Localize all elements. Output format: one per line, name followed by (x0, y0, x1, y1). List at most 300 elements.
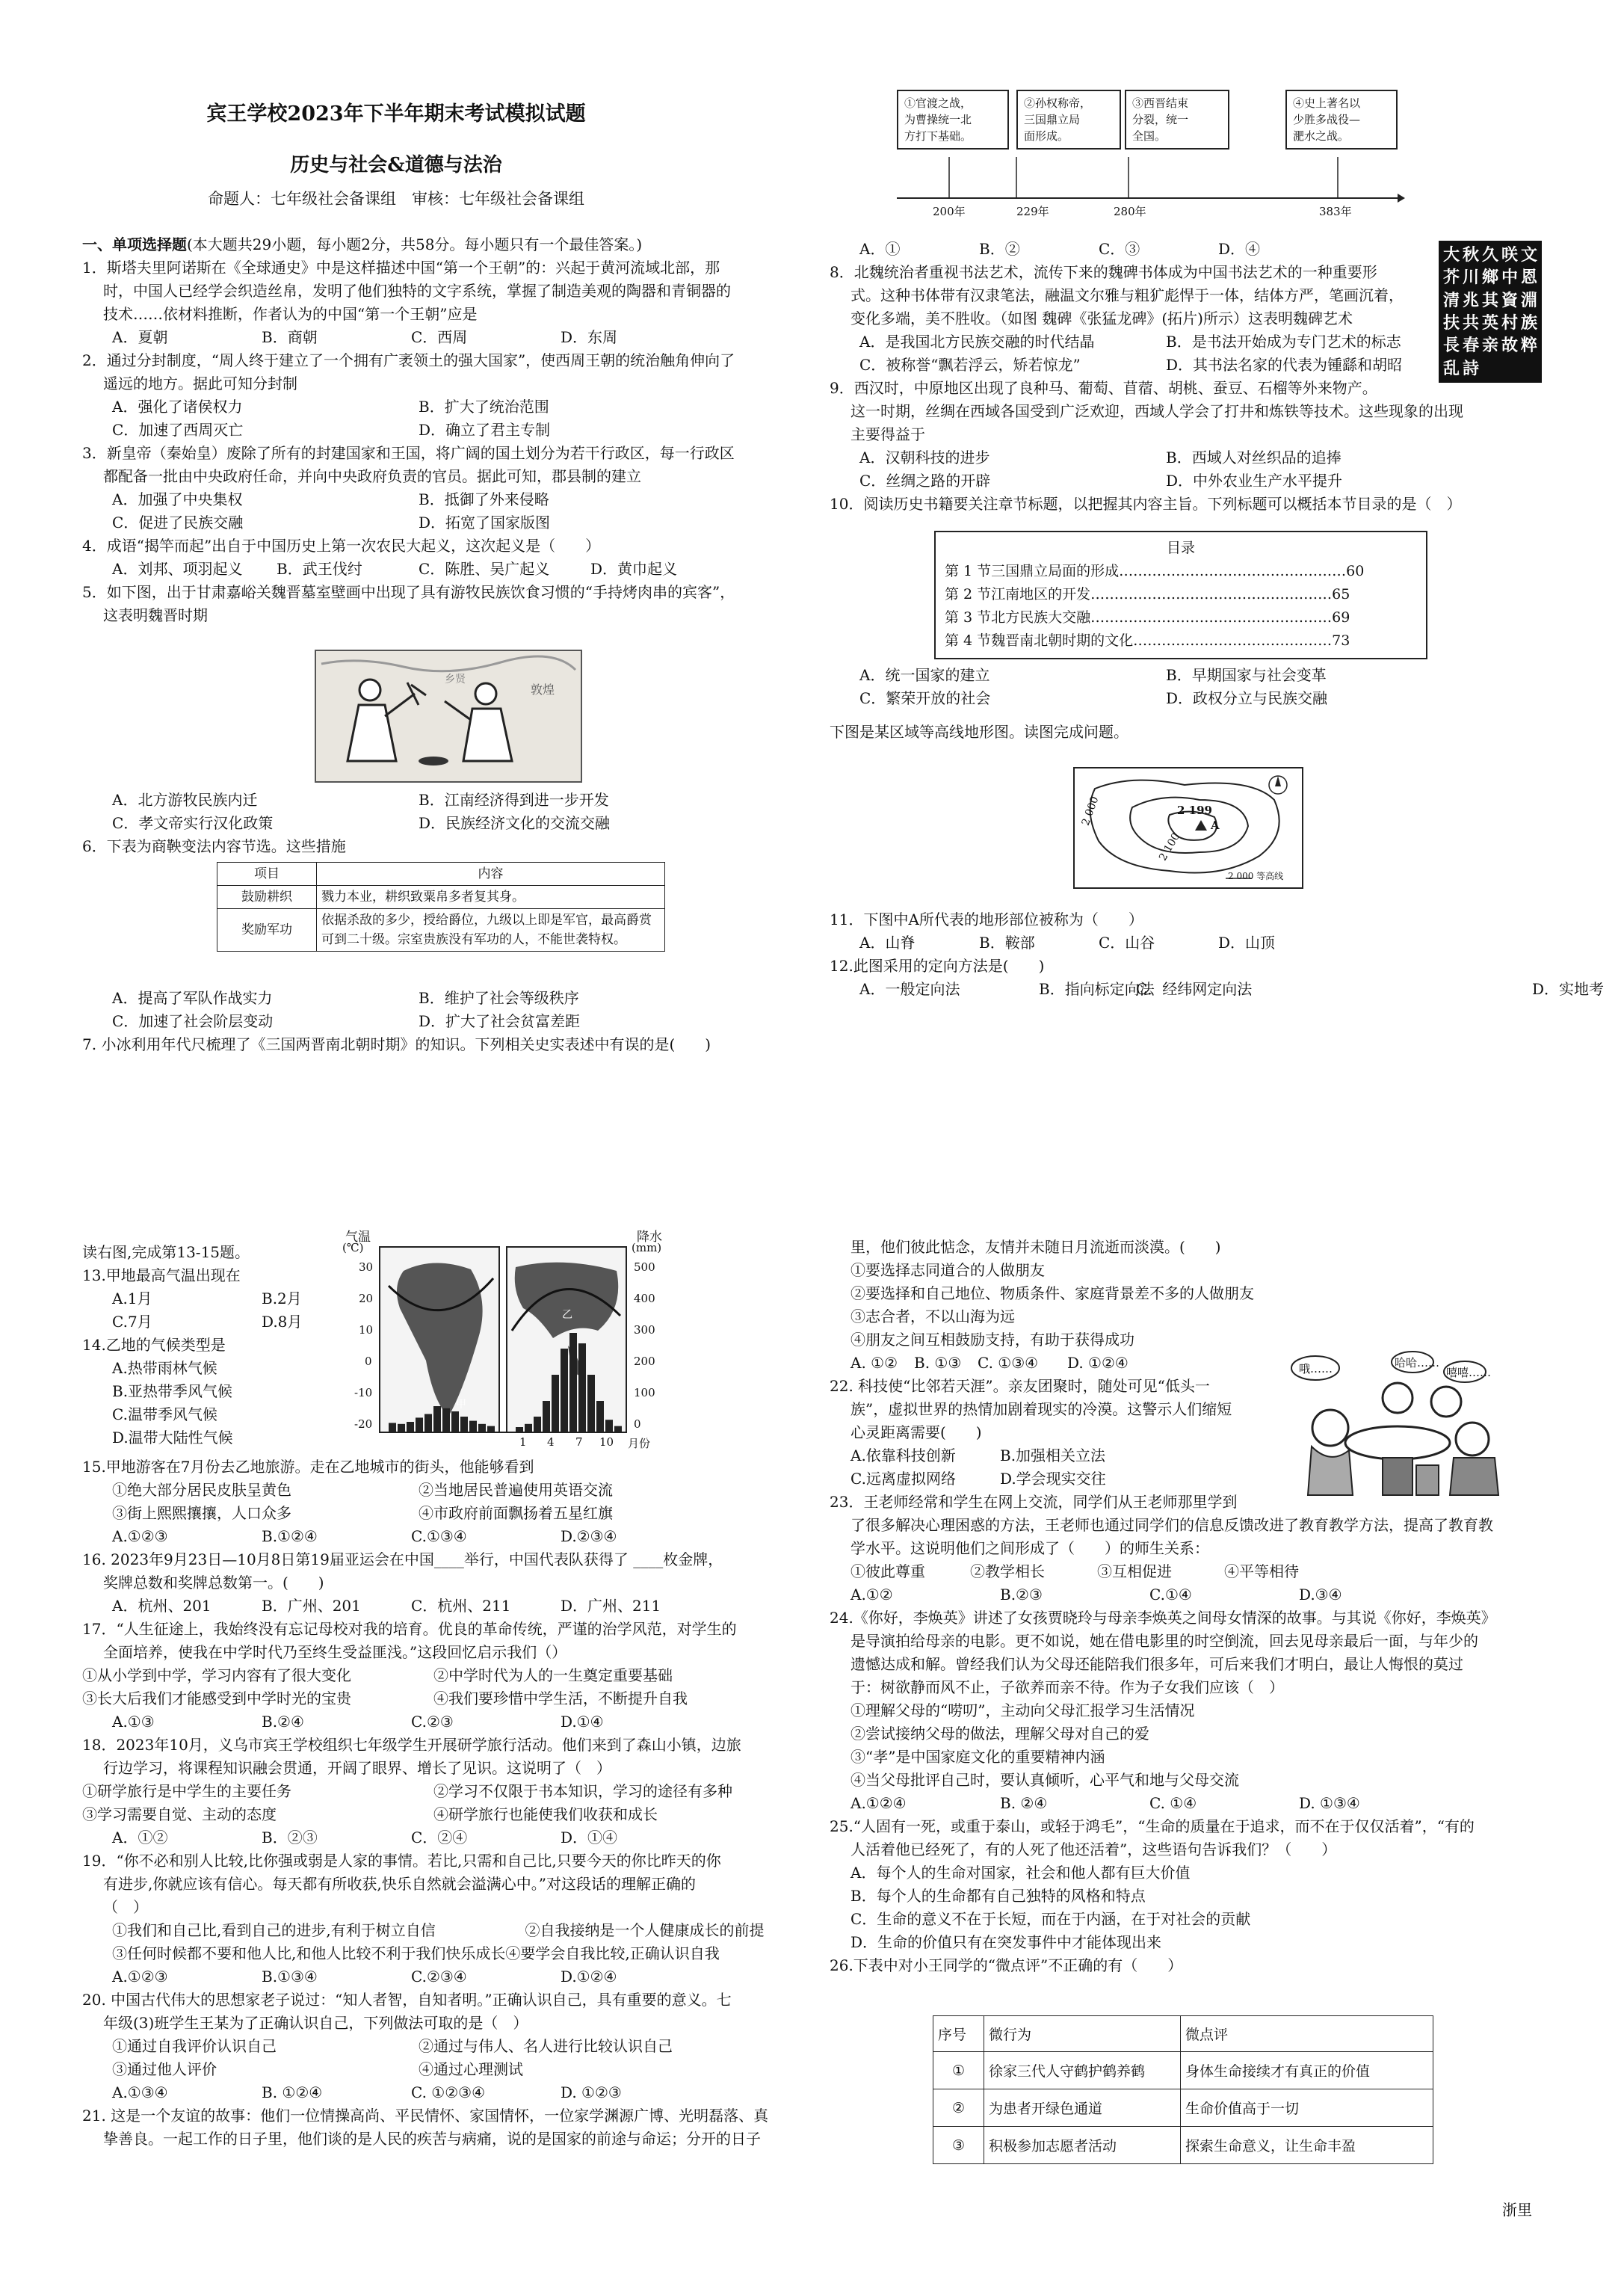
jia-precip-bar-3 (407, 1422, 414, 1432)
q10-option-a[interactable]: A．统一国家的建立 (859, 666, 990, 684)
q2-option-b[interactable]: B．扩大了统治范围 (419, 398, 549, 416)
q26-header-comment: 微点评 (1181, 2016, 1433, 2052)
q2-option-c[interactable]: C．加速了西周灭亡 (112, 421, 244, 439)
jia-precip-bar-4 (416, 1417, 423, 1432)
q3-line1: 3．新皇帝（秦始皇）废除了所有的封建国家和王国，将广阔的国土划分为若干行政区，每一行政区 (82, 444, 735, 462)
q23-option-d[interactable]: D.③④ (1299, 1586, 1342, 1604)
q21-item-4: ④朋友之间互相鼓励支持，有助于获得成功 (850, 1331, 1134, 1349)
precip-tick-0: 0 (634, 1417, 641, 1431)
precip-tick-500: 500 (634, 1260, 655, 1274)
q11-option-b[interactable]: B．鞍部 (979, 934, 1035, 952)
q17-item-1: ①从小学到中学，学习内容有了很大变化 (82, 1666, 351, 1684)
temp-axis-label: 气温 (345, 1230, 371, 1245)
q14-option-b[interactable]: B.亚热带季风气候 (112, 1382, 233, 1400)
precip-tick-200: 200 (634, 1355, 655, 1368)
q16-line1: 16. 2023年9月23日—10月8日第19届亚运会在中国____举行，中国代表队获得了 ____枚金牌， (82, 1550, 723, 1568)
precip-tick-300: 300 (634, 1323, 655, 1337)
q25-option-b[interactable]: B．每个人的生命都有自己独特的风格和特点 (850, 1887, 1146, 1905)
q3-option-a[interactable]: A．加强了中央集权 (112, 490, 243, 508)
q23-items (830, 1560, 1622, 1583)
toc-item-3: 第 3 节北方民族大交融……………………………………………69 (945, 609, 1350, 626)
temp-tick-minus10: -10 (354, 1386, 373, 1399)
timeline-figure (897, 90, 1405, 221)
q18-option-b[interactable]: B．②③ (262, 1829, 318, 1846)
mural-image (314, 649, 583, 783)
yi-precip-bar-9 (587, 1375, 595, 1432)
bottom-left-column (82, 1455, 822, 2151)
q5-line2: 这表明魏晋时期 (103, 606, 208, 624)
q6-option-a[interactable]: A．提高了军队作战实力 (112, 989, 273, 1007)
top-left-column (82, 233, 822, 627)
q24-item-1: ①理解父母的“唠叨”，主动向父母汇报学习生活情况 (850, 1701, 1195, 1719)
q24-line4: 于：树欲静而风不止，子欲养而亲不待。作为子女我们应该（ ） (850, 1678, 1284, 1696)
q20-item-3: ③通过他人评价 (112, 2060, 217, 2078)
q12-option-c[interactable]: C．经纬网定向法 (1136, 980, 1253, 998)
q1-line3: 技术……依材料推断，作者认为的中国“第一个王朝”应是 (103, 305, 478, 323)
q7-line: 7. 小冰利用年代尺梳理了《三国两晋南北朝时期》的知识。下列相关史实表述中有误的是( ) (82, 1035, 711, 1053)
temp-tick-minus20: -20 (354, 1417, 373, 1431)
q21-option-b[interactable]: B. ①③ (914, 1354, 962, 1372)
yi-precip-bar-2 (525, 1424, 532, 1432)
q26-line: 26.下表中对小王同学的“微点评”不正确的有（ ） (830, 1956, 1183, 1974)
q10-option-b[interactable]: B．早期国家与社会变革 (1166, 666, 1327, 684)
temp-tick-20: 20 (359, 1292, 374, 1305)
q17-option-c[interactable]: C.②③ (411, 1713, 454, 1731)
contour-label-2100: 2 100 (1157, 831, 1182, 863)
contour-label-2000: 2 000 (1079, 795, 1102, 828)
q24-option-b[interactable]: B. ②④ (1000, 1794, 1048, 1812)
q1-line2: 时，中国人已经学会织造丝帛，发明了他们独特的文字系统，掌握了制造美观的陶器和青铜器的 (103, 282, 731, 300)
q5-option-c[interactable]: C．孝文帝实行汉化政策 (112, 814, 274, 832)
q23-item-3: ③互相促进 (1097, 1562, 1172, 1580)
q6-line: 6．下表为商鞅变法内容节选。这些措施 (82, 837, 346, 855)
toc-item-4: 第 4 节魏晋南北朝时期的文化……………………………………73 (945, 632, 1350, 649)
q17-option-a[interactable]: A.①③ (112, 1713, 155, 1731)
q3-options-row2 (82, 511, 822, 535)
timeline-year-200: 200年 (933, 205, 966, 218)
yi-precip-bar-10 (596, 1401, 604, 1432)
x-tick-10: 10 (599, 1435, 614, 1449)
jia-precip-bar-6 (433, 1406, 441, 1432)
q11-line: 11．下图中A所代表的地形部位被称为（ ） (830, 911, 1143, 928)
contour-peak-elevation: 2 199 (1177, 804, 1212, 817)
yi-precip-bar-5 (552, 1375, 559, 1432)
page-subtitle: 历史与社会&道德与法治 (290, 154, 502, 176)
q10-options-block (830, 664, 1622, 744)
toc-box (934, 531, 1427, 659)
q6-row2-item: 奖励军功 (217, 909, 317, 952)
q4-option-a[interactable]: A．刘邦、项羽起义 (112, 560, 243, 578)
q1-options (82, 326, 822, 349)
yi-precip-bar-11 (605, 1420, 613, 1432)
jia-precip-bar-9 (460, 1417, 468, 1432)
q18-option-a[interactable]: A．①② (112, 1829, 168, 1846)
q1-option-c[interactable]: C．西周 (411, 328, 468, 346)
yi-precip-bar-6 (561, 1349, 568, 1432)
q21-option-d[interactable]: D. ①②④ (1067, 1354, 1129, 1372)
q3-option-b[interactable]: B．抵御了外来侵略 (419, 490, 549, 508)
precip-tick-400: 400 (634, 1292, 655, 1305)
timeline-box-4: ④史上著名以 少胜多战役— 淝水之战。 (1285, 90, 1398, 150)
x-tick-1: 1 (519, 1435, 527, 1449)
q22-line1: 22. 科技使“比邻若天涯”。亲友团聚时，随处可见“低头一 (830, 1377, 1210, 1395)
yi-precip-bar-8 (578, 1343, 586, 1432)
q8-option-b[interactable]: B．是书法开始成为专门艺术的标志 (1166, 333, 1401, 351)
q20-item-2: ②通过与伟人、名人进行比较认识自己 (419, 2037, 673, 2055)
q13-option-a[interactable]: A.1月 (112, 1290, 152, 1307)
q23-line1: 23．王老师经常和学生在网上交流，同学们从王老师那里学到 (830, 1493, 1238, 1511)
q25-line2: 人活着他已经死了，有的人死了他还活着”，这些语句告诉我们？（ ） (850, 1840, 1337, 1858)
toc-heading: 目录 (1166, 540, 1195, 556)
temp-tick-10: 10 (359, 1323, 374, 1337)
location-jia: 甲 (456, 1399, 466, 1411)
q2-option-a[interactable]: A．强化了诸侯权力 (112, 398, 243, 416)
q18-item-3: ③学习需要自觉、主动的态度 (82, 1805, 277, 1823)
q18-line2: 行边学习，将课程知识融会贯通，开阔了眼界、增长了见识。这说明了（ ） (103, 1759, 611, 1777)
q19-line3: （ ） (103, 1898, 148, 1916)
q6-option-d[interactable]: D．扩大了社会贫富差距 (419, 1012, 581, 1030)
yi-precip-bar-12 (614, 1426, 622, 1432)
q26-header-no: 序号 (933, 2016, 984, 2052)
q26-row3-no: ③ (933, 2127, 984, 2164)
q6-options-block (82, 987, 822, 1056)
q26-row1-no: ① (933, 2052, 984, 2089)
q5-option-d[interactable]: D．民族经济文化的交流交融 (419, 814, 611, 832)
q7-option-b[interactable]: B．② (979, 240, 1020, 258)
precip-axis-unit: (mm) (632, 1241, 662, 1254)
q19-option-d[interactable]: D.①②④ (561, 1968, 617, 1986)
q12-option-b[interactable]: B．指向标定向法 (1039, 980, 1155, 998)
q21-item-3: ③志合者，不以山海为远 (850, 1307, 1015, 1325)
q14-option-d[interactable]: D.温带大陆性气候 (112, 1429, 233, 1447)
q2-line1: 2．通过分封制度，“周人终于建立了一个拥有广袤领土的强大国家”，使西周王朝的统治触角伸向了 (82, 351, 735, 369)
q21-line2: 挚善良。一起工作的日子里，他们谈的是人民的疾苦与病痛，说的是国家的前途与命运；分开的日子 (103, 2130, 761, 2148)
q9-option-c[interactable]: C．丝绸之路的开辟 (859, 472, 991, 490)
q23-item-1: ①彼此尊重 (850, 1562, 925, 1580)
q17-option-b[interactable]: B.②④ (262, 1713, 304, 1731)
q15-option-d[interactable]: D.②③④ (561, 1527, 617, 1545)
q18-item-2: ②学习不仅限于书本知识，学习的途径有多种 (433, 1782, 732, 1800)
q15-item-4: ④市政府前面飘扬着五星红旗 (419, 1504, 613, 1522)
q21-option-a[interactable]: A. ①② (850, 1354, 898, 1372)
q19-line2: 有进步,你就应该有信心。每天都有所收获,快乐自然就会溢满心中。”对这段话的理解正确的 (103, 1875, 696, 1893)
q20-option-d[interactable]: D. ①②③ (561, 2083, 622, 2101)
contour-point-a: A (1211, 819, 1220, 832)
phone-family-cartoon (1285, 1346, 1502, 1503)
q8-option-d[interactable]: D．其书法名家的代表为锺繇和胡昭 (1166, 356, 1403, 374)
q23-line3: 学水平。这说明他们之间形成了（ ）的师生关系： (850, 1539, 1209, 1557)
q4-line: 4．成语“揭竿而起”出自于中国历史上第一次农民大起义，这次起义是（ ） (82, 537, 601, 555)
timeline-year-280: 280年 (1114, 205, 1146, 218)
location-yi: 乙 (562, 1309, 572, 1321)
temp-tick-0: 0 (365, 1355, 372, 1368)
q21-line1: 21. 这是一个友谊的故事：他们一位情操高尚、平民情怀、家国情怀，一位家学渊源广博、光明磊落、真 (82, 2107, 769, 2125)
q22-line3: 心灵距离需要( ) (850, 1423, 982, 1441)
q26-row1-comment: 身体生命接续才有真正的价值 (1181, 2052, 1433, 2089)
q1-option-b[interactable]: B．商朝 (262, 328, 318, 346)
q17-line2: 全面培养，使我在中学时代乃至终生受益匪浅。”这段回忆启示我们（） (103, 1643, 567, 1661)
q16-option-b[interactable]: B．广州、201 (262, 1597, 361, 1615)
q21-line3: 里，他们彼此惦念，友情并未随日月流逝而淡漠。( ) (850, 1238, 1221, 1256)
q3-line2: 都配备一批由中央政府任命，并向中央政府负责的官员。据此可知，郡县制的建立 (103, 467, 641, 485)
q17-item-4: ④我们要珍惜中学生活，不断提升自我 (433, 1689, 688, 1707)
x-tick-7: 7 (575, 1435, 583, 1449)
q8-line3: 变化多端，美不胜收。（如图 魏碑《张猛龙碑》(拓片)所示）这表明魏碑艺术 (850, 309, 1353, 327)
yi-precip-bar-3 (534, 1417, 541, 1432)
yi-precip-bar-7 (569, 1333, 577, 1432)
q26-row1-behavior: 徐家三代人守鹤护鹤养鹤 (984, 2052, 1181, 2089)
q7-option-a[interactable]: A．① (859, 240, 901, 258)
cartoon-bubble-2: 哈哈…… (1395, 1356, 1440, 1370)
q3-option-c[interactable]: C．促进了民族交融 (112, 514, 244, 532)
q6-row1-item: 鼓励耕织 (217, 886, 317, 909)
q19-item-3: ③任何时候都不要和他人比,和他人比较不利于我们快乐成长 (112, 1944, 506, 1962)
q9-line1: 9．西汉时，中原地区出现了良种马、葡萄、苜蓿、胡桃、蚕豆、石榴等外来物产。 (830, 379, 1377, 397)
page-title: 宾王学校2023年下半年期末考试模拟试题 (206, 102, 586, 126)
toc-item-2: 第 2 节江南地区的开发……………………………………………65 (945, 586, 1350, 603)
q17-item-2: ②中学时代为人的一生奠定重要基础 (433, 1666, 673, 1684)
toc-item-1: 第 1 节三国鼎立局面的形成…………………………………………60 (945, 563, 1365, 579)
q25-line1: 25.“人固有一死，或重于泰山，或轻于鸿毛”，“生命的质量在于追求，而不在于仅仅活着”，“有的 (830, 1817, 1475, 1835)
q12-line: 12.此图采用的定向方法是( ) (830, 957, 1045, 975)
q22-line2: 族”，虚拟世界的热情加剧着现实的冷漠。这警示人们缩短 (850, 1400, 1232, 1418)
q10-option-d[interactable]: D．政权分立与民族交融 (1166, 689, 1328, 707)
timeline-box-2: ②孙权称帝， 三国鼎立局 面形成。 (1016, 90, 1121, 150)
q14-option-a[interactable]: A.热带雨林气候 (112, 1359, 217, 1377)
q1-line1: 1．斯塔夫里阿诺斯在《全球通史》中是这样描述中国“第一个王朝”的：兴起于黄河流域北部，那 (82, 259, 720, 277)
q17-option-d[interactable]: D.①④ (561, 1713, 604, 1731)
q4-option-c[interactable]: C．陈胜、吴广起义 (419, 560, 550, 578)
q3-options-row1 (82, 488, 822, 511)
q13-option-b[interactable]: B.2月 (262, 1290, 302, 1307)
q9-option-b[interactable]: B．西域人对丝织品的追捧 (1166, 449, 1342, 466)
q11-options (830, 931, 1624, 955)
timeline-box-1: ①官渡之战， 为曹操统一北 方打下基础。 (897, 90, 1009, 150)
q3-option-d[interactable]: D．拓宽了国家版图 (419, 514, 551, 532)
q26-row2-behavior: 为患者开绿色通道 (984, 2089, 1181, 2127)
q20-item-4: ④通过心理测试 (419, 2060, 523, 2078)
q6-option-b[interactable]: B．维护了社会等级秩序 (419, 989, 579, 1007)
q15-item-3: ③街上熙熙攘攘，人口众多 (112, 1504, 291, 1522)
q15-option-c[interactable]: C.①③④ (411, 1527, 467, 1545)
q15-line: 15.甲地游客在7月份去乙地旅游。走在乙地城市的街头，他能够看到 (82, 1458, 534, 1476)
q26-row2-no: ② (933, 2089, 984, 2127)
q2-options-row2 (82, 419, 822, 442)
q4-options (82, 558, 822, 581)
q5-option-b[interactable]: B．江南经济得到进一步开发 (419, 791, 609, 809)
q11-option-d[interactable]: D．山顶 (1218, 934, 1276, 952)
q23-option-a[interactable]: A.①② (850, 1586, 893, 1604)
q9-line2: 这一时期，丝绸在西域各国受到广泛欢迎，西域人学会了打井和炼铁等技术。这些现象的出现 (850, 402, 1463, 420)
q24-option-c[interactable]: C. ①④ (1149, 1794, 1197, 1812)
stele-rubbing-image: 大 秋 久 咲 文 芥 川 鄉 中 恩 清 兆 其 資 淵 扶 共 英 村 族 長 春 亲 故 粹 乱 詩 (1439, 241, 1542, 383)
q9-line3: 主要得益于 (850, 425, 925, 443)
contour-map (1072, 766, 1304, 890)
q6-row1-content: 戮力本业，耕织致粟帛多者复其身。 (317, 886, 665, 909)
q19-item-4: ④要学会自我比较,正确认识自我 (505, 1944, 720, 1962)
yi-precip-bar-1 (516, 1427, 523, 1432)
jia-precip-bar-11 (478, 1424, 486, 1432)
section-note: (本大题共29小题，每小题2分，共58分。每小题只有一个最佳答案。) (187, 235, 643, 253)
q12-options (830, 978, 1624, 1001)
q26-header-behavior: 微行为 (984, 2016, 1181, 2052)
q23-item-2: ②教学相长 (970, 1562, 1045, 1580)
section-heading: 一、单项选择题 (82, 235, 187, 253)
q19-line1: 19．“你不必和别人比较,比你强或弱是人家的事情。若比,只需和自己比,只要今天的你比昨天的你 (82, 1852, 721, 1870)
q2-line2: 遥远的地方。据此可知分封制 (103, 375, 297, 392)
q18-item-1: ①研学旅行是中学生的主要任务 (82, 1782, 291, 1800)
q12-option-d[interactable]: D．实地考 (1532, 980, 1605, 998)
q24-item-4: ④当父母批评自己时，要认真倾听，心平气和地与父母交流 (850, 1771, 1239, 1789)
q2-option-d[interactable]: D．确立了君主专制 (419, 421, 551, 439)
q25-option-a[interactable]: A．每个人的生命对国家，社会和他人都有巨大价值 (850, 1864, 1191, 1882)
q23-line2: 了很多解决心理困惑的方法，王老师也通过同学们的信息反馈改进了教育教学方法，提高了教育教 (850, 1516, 1493, 1534)
jia-precip-bar-1 (389, 1423, 396, 1432)
q1-option-d[interactable]: D．东周 (561, 328, 618, 346)
q23-option-c[interactable]: C.①④ (1149, 1586, 1192, 1604)
q12-option-a[interactable]: A．一般定向法 (859, 980, 960, 998)
temp-axis-unit: (℃) (342, 1241, 364, 1254)
q24-option-d[interactable]: D. ①③④ (1299, 1794, 1360, 1812)
q22-option-a[interactable]: A.依靠科技创新 (850, 1447, 956, 1464)
q26-table (933, 2015, 1433, 2164)
q26-row3-comment: 探索生命意义，让生命丰盈 (1181, 2127, 1433, 2164)
q20-item-1: ①通过自我评价认识自己 (112, 2037, 277, 2055)
q26-row2-comment: 生命价值高于一切 (1181, 2089, 1433, 2127)
q6-header-item: 项目 (217, 863, 317, 886)
contour-legend: 2 000 等高线 (1228, 871, 1284, 881)
q15-item-2: ②当地居民普遍使用英语交流 (419, 1481, 613, 1499)
yi-precip-bar-4 (543, 1401, 550, 1432)
q19-item-1: ①我们和自己比,看到自己的进步,有利于树立自信 (112, 1921, 436, 1939)
q13-line: 13.甲地最高气温出现在 (82, 1266, 241, 1284)
q9-option-a[interactable]: A．汉朝科技的进步 (859, 449, 990, 466)
map-intro: 下图是某区域等高线地形图。读图完成问题。 (830, 723, 1129, 741)
q21-item-2: ②要选择和自己地位、物质条件、家庭背景差不多的人做朋友 (850, 1284, 1254, 1302)
temp-tick-30: 30 (359, 1260, 374, 1274)
q16-line2: 奖牌总数和奖牌总数第一。( ) (103, 1574, 324, 1592)
precip-tick-100: 100 (634, 1386, 655, 1399)
q6-row2-content: 依据杀敌的多少，授给爵位，九级以上即是军官，最高爵赏可到二十级。宗室贵族没有军功的人，不能世袭特权。 (317, 909, 665, 952)
q8-option-a[interactable]: A．是我国北方民族交融的时代结晶 (859, 333, 1095, 351)
q20-option-c[interactable]: C. ①②③④ (411, 2083, 486, 2101)
q20-option-a[interactable]: A.①③④ (112, 2083, 168, 2101)
q15-item-1: ①绝大部分居民皮肤呈黄色 (112, 1481, 291, 1499)
q6-table (217, 862, 665, 952)
timeline-axis (897, 90, 1405, 221)
timeline-year-383: 383年 (1319, 205, 1352, 218)
bottom-right-column (830, 1236, 1622, 1977)
q18-option-d[interactable]: D．①④ (561, 1829, 618, 1846)
q7-option-c[interactable]: C．③ (1099, 240, 1140, 258)
q21-item-1: ①要选择志同道合的人做朋友 (850, 1261, 1045, 1279)
q6-option-c[interactable]: C．加速了社会阶层变动 (112, 1012, 274, 1030)
q21-option-c[interactable]: C. ①③④ (978, 1354, 1039, 1372)
q23-option-b[interactable]: B.②③ (1000, 1586, 1043, 1604)
q26-row3-behavior: 积极参加志愿者活动 (984, 2127, 1181, 2164)
q20-line1: 20. 中国古代伟大的思想家老子说过：“知人者智，自知者明。”正确认识自己，具有重要的意义。七 (82, 1991, 732, 2009)
q9-option-d[interactable]: D．中外农业生产水平提升 (1166, 472, 1343, 490)
q11-option-a[interactable]: A．山脊 (859, 934, 916, 952)
q18-option-c[interactable]: C．②④ (411, 1829, 468, 1846)
q14-option-c[interactable]: C.温带季风气候 (112, 1405, 217, 1423)
q19-item-2: ②自我接纳是一个人健康成长的前提 (525, 1921, 765, 1939)
q19-option-a[interactable]: A.①②③ (112, 1968, 168, 1986)
q4-option-b[interactable]: B．武王伐纣 (277, 560, 362, 578)
x-axis-unit: 月份 (628, 1437, 651, 1450)
q22-option-d[interactable]: D.学会现实交往 (1000, 1470, 1106, 1488)
q17-line1: 17．“人生征途上，我始终没有忘记母校对我的培育。优良的革命传统，严谨的治学风范，对学生的 (82, 1620, 737, 1638)
q6-header-content: 内容 (317, 863, 665, 886)
q13-option-c[interactable]: C.7月 (112, 1313, 152, 1331)
q8-option-c[interactable]: C．被称誉“飘若浮云，矫若惊龙” (859, 356, 1081, 374)
precip-axis-label: 降水 (637, 1230, 662, 1245)
q11-q12-block (830, 908, 1624, 1001)
jia-precip-bar-12 (487, 1426, 495, 1432)
q16-option-c[interactable]: C．杭州、211 (411, 1597, 511, 1615)
x-tick-4: 4 (547, 1435, 555, 1449)
q24-item-2: ②尝试接纳父母的做法，理解父母对自己的爱 (850, 1725, 1149, 1743)
q25-option-c[interactable]: C．生命的意义不在于长短，而在于内涵，在于对社会的贡献 (850, 1910, 1251, 1928)
jia-precip-bar-2 (398, 1424, 405, 1432)
q19-option-b[interactable]: B.①③④ (262, 1968, 318, 1986)
q5-line1: 5．如下图，出于甘肃嘉峪关魏晋墓室壁画中出现了具有游牧民族饮食习惯的“手持烤肉串的宾客”， (82, 583, 735, 601)
q20-option-b[interactable]: B. ①②④ (262, 2083, 323, 2101)
authors-line: 命题人：七年级社会备课组 审核：七年级社会备课组 (208, 190, 584, 208)
q24-option-a[interactable]: A.①②④ (850, 1794, 907, 1812)
q5-options-block (82, 789, 822, 858)
q21-options (830, 1352, 1622, 1375)
q2-options-row1 (82, 395, 822, 419)
q18-line1: 18．2023年10月，义乌市宾王学校组织七年级学生开展研学旅行活动。他们来到了森山小镇，边旅 (82, 1736, 741, 1754)
jia-precip-bar-7 (442, 1408, 450, 1432)
q18-item-4: ④研学旅行也能使我们收获和成长 (433, 1805, 658, 1823)
q5-option-a[interactable]: A．北方游牧民族内迁 (112, 791, 258, 809)
q19-option-c[interactable]: C.②③④ (411, 1968, 467, 1986)
q24-line2: 是导演拍给母亲的电影。更不如说，她在借电影里的时空倒流，回去见母亲最后一面，与年少的 (850, 1632, 1478, 1650)
climate-figure (329, 1226, 688, 1458)
q16-option-d[interactable]: D．广州、211 (561, 1597, 661, 1615)
q15-option-a[interactable]: A.①②③ (112, 1527, 168, 1545)
q22-option-c[interactable]: C.远离虚拟网络 (850, 1470, 956, 1488)
q1-option-a[interactable]: A．夏朝 (112, 328, 168, 346)
svg-text:乡贤: 乡贤 (445, 674, 466, 686)
q24-line1: 24.《你好，李焕英》讲述了女孩贾晓玲与母亲李焕英之间母女情深的故事。与其说《你好，李焕英》 (830, 1609, 1496, 1627)
q24-item-3: ③“孝”是中国家庭文化的重要精神内涵 (850, 1748, 1105, 1766)
timeline-year-229: 229年 (1016, 205, 1049, 218)
q10-line: 10．阅读历史书籍要关注章节标题，以把握其内容主旨。下列标题可以概括本节目录的是（ ） (830, 495, 1462, 513)
q8-line1: 8．北魏统治者重视书法艺术，流传下来的魏碑书体成为中国书法艺术的一种重要形 (830, 263, 1377, 281)
q13-option-d[interactable]: D.8月 (262, 1313, 303, 1331)
q15-option-b[interactable]: B.①②④ (262, 1527, 318, 1545)
q22-option-b[interactable]: B.加强相关立法 (1000, 1447, 1106, 1464)
q24-line3: 遗憾达成和解。曾经我们认为父母还能陪我们很多年，可后来我们才明白，最让人悔恨的莫过 (850, 1655, 1463, 1673)
q7-option-d[interactable]: D．④ (1218, 240, 1261, 258)
q14-line: 14.乙地的气候类型是 (82, 1336, 226, 1354)
q16-option-a[interactable]: A．杭州、201 (112, 1597, 212, 1615)
cartoon-bubble-1: 哦…… (1299, 1362, 1333, 1376)
jia-precip-bar-5 (424, 1414, 432, 1433)
jia-precip-bar-10 (469, 1421, 477, 1432)
q23-item-4: ④平等相待 (1224, 1562, 1299, 1580)
q20-line2: 年级(3)班学生王某为了正确认识自己，下列做法可取的是（ ） (103, 2014, 528, 2032)
q11-option-c[interactable]: C．山谷 (1099, 934, 1155, 952)
q25-option-d[interactable]: D．生命的价值只有在突发事件中才能体现出来 (850, 1933, 1162, 1951)
q10-option-c[interactable]: C．繁荣开放的社会 (859, 689, 991, 707)
jia-precip-bar-8 (451, 1411, 459, 1432)
q4-option-d[interactable]: D．黄巾起义 (590, 560, 678, 578)
cartoon-bubble-3: 嘻嘻…… (1446, 1366, 1492, 1379)
